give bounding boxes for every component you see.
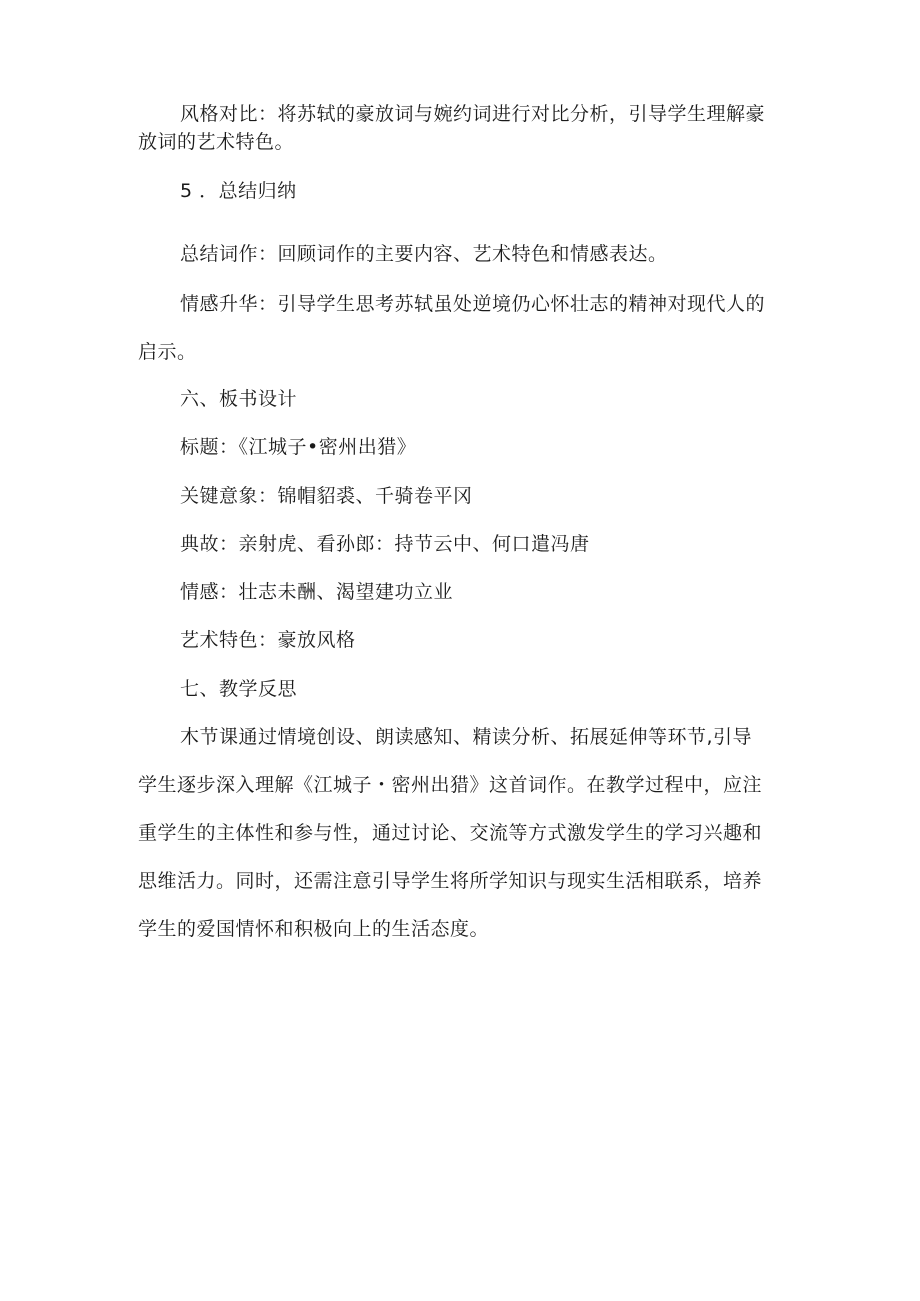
emotion-elevation-line-1: 情感升华：引导学生思考苏轼虽处逆境仍心怀壮志的精神对现代人的 <box>180 293 766 315</box>
style-compare-line-2: 放词的艺术特色。 <box>138 131 295 153</box>
reflection-line-4: 思维活力。同时，还需注意引导学生将所学知识与现实生活相联系，培养 <box>138 870 763 892</box>
reflection-line-3: 重学生的主体性和参与性，通过讨论、交流等方式激发学生的学习兴趣和 <box>138 822 763 844</box>
section-6-heading: 六、板书设计 <box>180 388 298 410</box>
reflection-line-2: 学生逐步深入理解《江城子・密州出猎》这首词作。在教学过程中，应注 <box>138 774 763 796</box>
board-emotion-line: 情感：壮志未酬、渴望建功立业 <box>180 581 454 603</box>
board-allusions-line: 典故：亲射虎、看孙郎：持节云中、何口遣冯唐 <box>180 533 590 555</box>
style-compare-line-1: 风格对比：将苏轼的豪放词与婉约词进行对比分析，引导学生理解豪 <box>180 103 766 125</box>
reflection-line-5: 学生的爱国情怀和积极向上的生活态度。 <box>138 918 490 940</box>
reflection-line-1: 木节课通过情境创设、朗读感知、精读分析、拓展延伸等环节,引导 <box>180 726 753 748</box>
board-art-line: 艺术特色：豪放风格 <box>180 629 356 651</box>
summary-works-paragraph: 总结词作：回顾词作的主要内容、艺术特色和情感表达。 <box>180 243 668 265</box>
board-imagery-line: 关键意象：锦帽貂裘、千骑卷平冈 <box>180 485 473 507</box>
section-7-heading: 七、教学反思 <box>180 678 298 700</box>
emotion-elevation-line-2: 启示。 <box>138 341 197 363</box>
board-title-line: 标题：《江城子•密州出猎》 <box>180 436 417 458</box>
section-5-heading: 5 ．总结归纳 <box>180 180 297 202</box>
